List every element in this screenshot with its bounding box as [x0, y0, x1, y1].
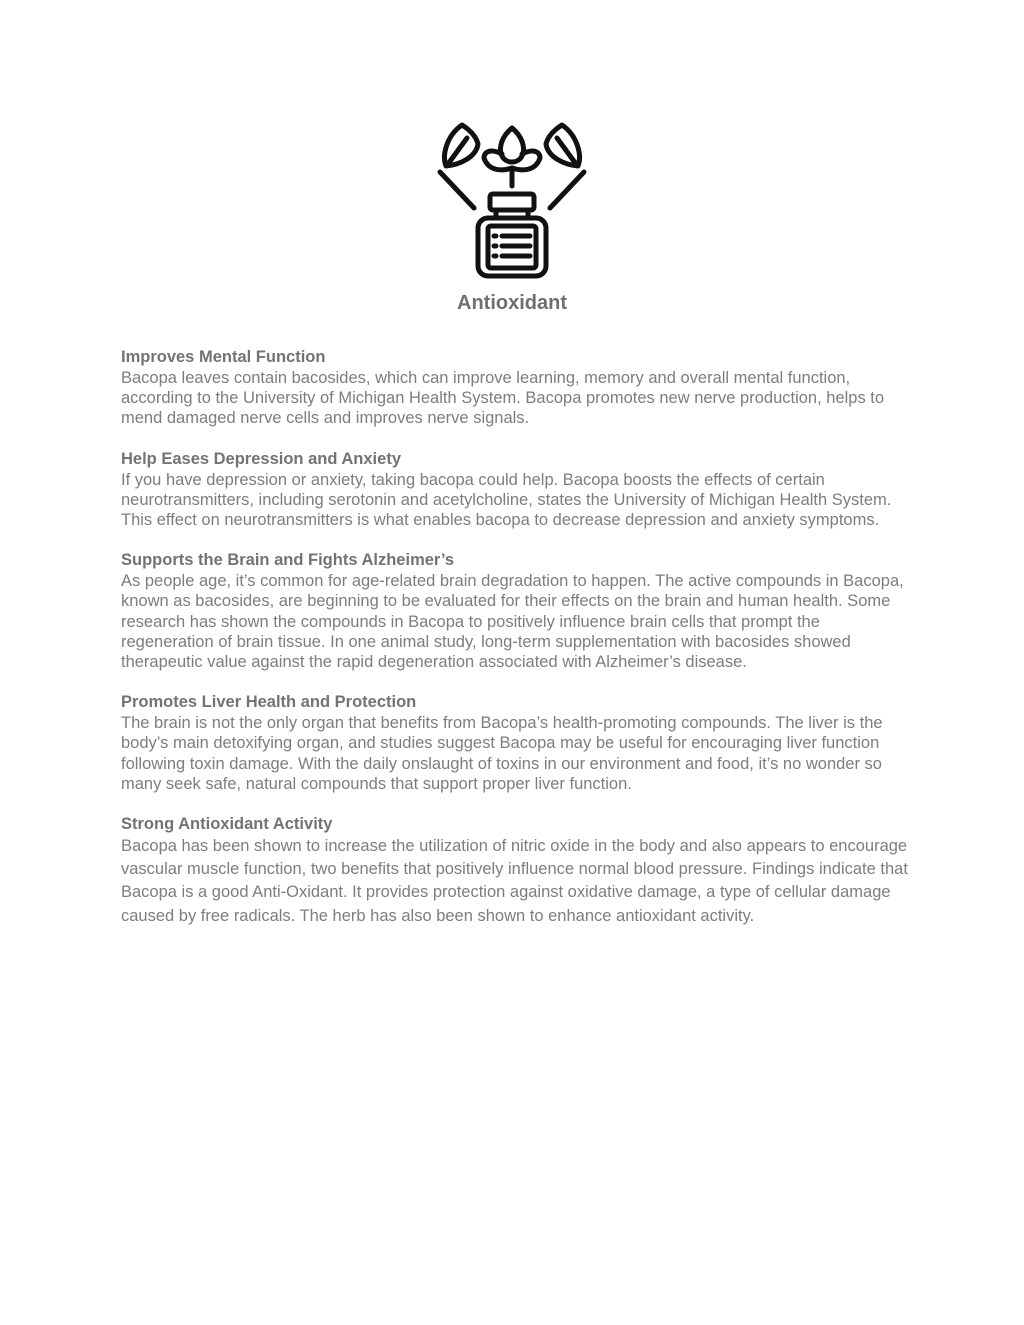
section-heading: Improves Mental Function	[121, 348, 326, 366]
section-heading: Help Eases Depression and Anxiety	[121, 449, 401, 468]
section-body: If you have depression or anxiety, taking bacopa could help. Bacopa boosts the effects of certain neurotransmitters, including serotonin and acetylcholine, states the University of Michigan Health System. This effect on neurotransmitters is what enables bacopa to decrease depression and anxiety symptoms.	[121, 470, 892, 530]
section-depression-anxiety	[121, 449, 911, 531]
section-heading: Supports the Brain and Fights Alzheimer’s	[121, 551, 455, 570]
section-body: The brain is not the only organ that benefits from Bacopa’s health-promoting compounds. The liver is the body’s main detoxifying organ, and studies suggest Bacopa may be useful for encouraging liver function following toxin damage. With the daily onslaught of toxins in our environment and food, it’s no wonder so many seek safe, natural compounds that support proper liver function.	[121, 714, 883, 793]
section-body: As people age, it’s common for age-related brain degradation to happen. The active compounds in Bacopa, known as bacosides, are beginning to be evaluated for their effects on the brain and human health. Some research has shown the compounds in Bacopa to positively influence brain cells that prompt the regeneration of brain tissue. In one animal study, long-term supplementation with bacosides showed therapeutic value against the rapid degeneration associated with Alzheimer’s disease.	[121, 572, 904, 672]
section-mental-function	[121, 347, 911, 429]
page-title: Antioxidant	[457, 292, 567, 314]
hero	[0, 122, 1024, 315]
section-antioxidant-activity	[121, 814, 911, 928]
herbal-supplement-bottle-icon	[432, 122, 592, 282]
section-heading: Promotes Liver Health and Protection	[121, 693, 417, 712]
section-body: Bacopa has been shown to increase the utilization of nitric oxide in the body and also appears to encourage vascular muscle function, two benefits that positively influence normal blood pressure. Findings indicate that Bacopa is a good Anti-Oxidant. It provides protection against oxidative damage, a type of cellular damage caused by free radicals. The herb has also been shown to enhance antioxidant activity.	[121, 837, 908, 925]
section-heading: Strong Antioxidant Activity	[121, 815, 333, 834]
article-content	[121, 347, 911, 948]
section-body: Bacopa leaves contain bacosides, which can improve learning, memory and overall mental function, according to the University of Michigan Health System. Bacopa promotes new nerve production, helps to mend damaged nerve cells and improves nerve signals.	[121, 369, 885, 428]
section-brain-alzheimers	[121, 550, 911, 672]
section-liver-health	[121, 692, 911, 794]
